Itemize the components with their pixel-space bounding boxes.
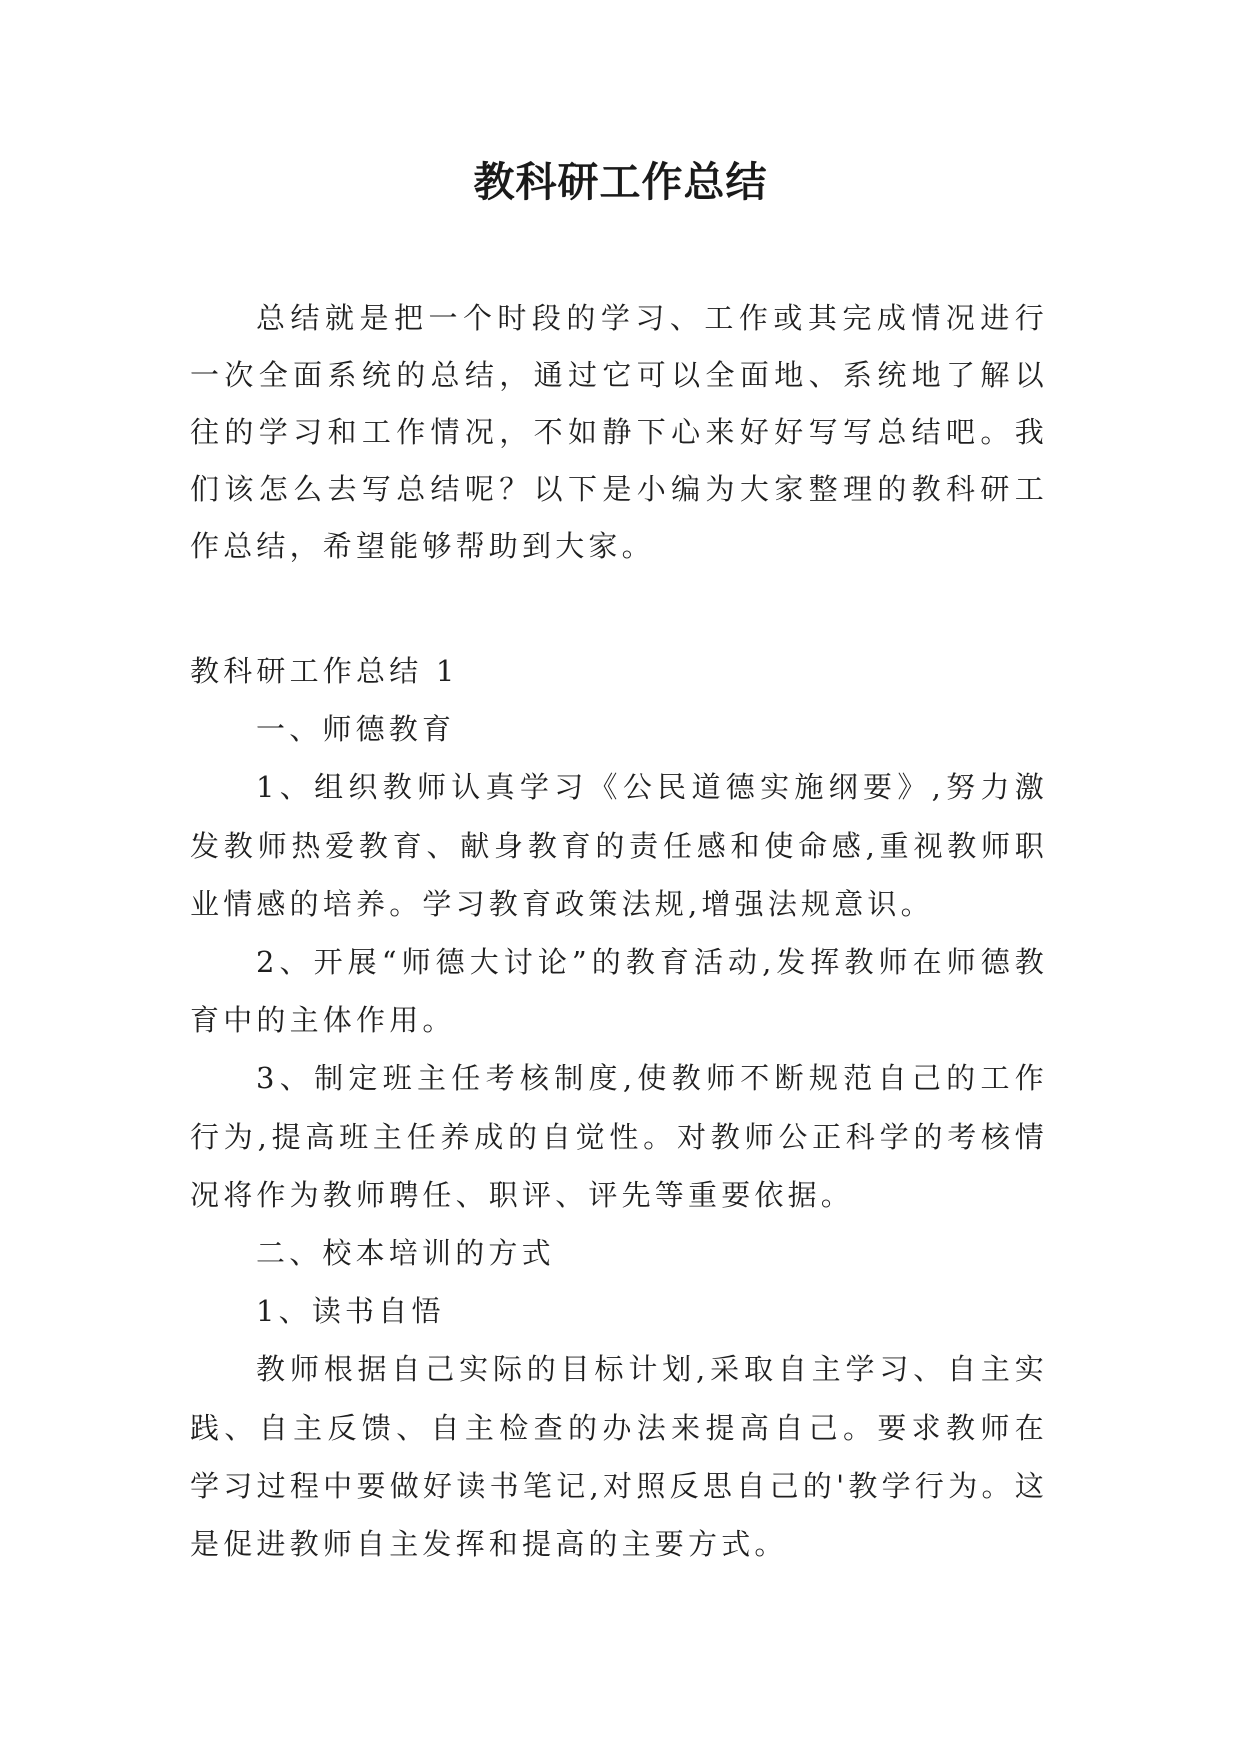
intro-block bbox=[190, 290, 1048, 575]
intro-paragraph: 总结就是把一个时段的学习、工作或其完成情况进行一次全面系统的总结，通过它可以全面地、系统地了解以往的学习和工作情况，不如静下心来好好写写总结吧。我们该怎么去写总结呢？以下是小编为大家整理的教科研工作总结，希望能够帮助到大家。 bbox=[190, 301, 1048, 563]
paragraph-item-3: 3、制定班主任考核制度,使教师不断规范自己的工作行为,提高班主任养成的自觉性。对教师公正科学的考核情况将作为教师聘任、职评、评先等重要依据。 bbox=[190, 1061, 1048, 1212]
paragraph-self-reading: 教师根据自己实际的目标计划,采取自主学习、自主实践、自主反馈、自主检查的办法来提高自己。要求教师在学习过程中要做好读书笔记,对照反思自己的'教学行为。这是促进教师自主发挥和提高的主要方式。 bbox=[190, 1352, 1048, 1562]
article-body bbox=[190, 642, 1048, 1573]
paragraph-item-1: 1、组织教师认真学习《公民道德实施纲要》,努力激发教师热爱教育、献身教育的责任感和使命感,重视教师职业情感的培养。学习教育政策法规,增强法规意识。 bbox=[190, 770, 1048, 921]
subheading-teacher-ethics: 一、师德教育 bbox=[256, 712, 456, 747]
subheading-training-methods: 二、校本培训的方式 bbox=[256, 1236, 555, 1271]
document-title: 教科研工作总结 bbox=[473, 158, 768, 206]
section-heading: 教科研工作总结 1 bbox=[190, 654, 459, 688]
paragraph-item-2: 2、开展“师德大讨论”的教育活动,发挥教师在师德教育中的主体作用。 bbox=[190, 945, 1048, 1038]
subheading-self-reading: 1、读书自悟 bbox=[256, 1294, 445, 1329]
